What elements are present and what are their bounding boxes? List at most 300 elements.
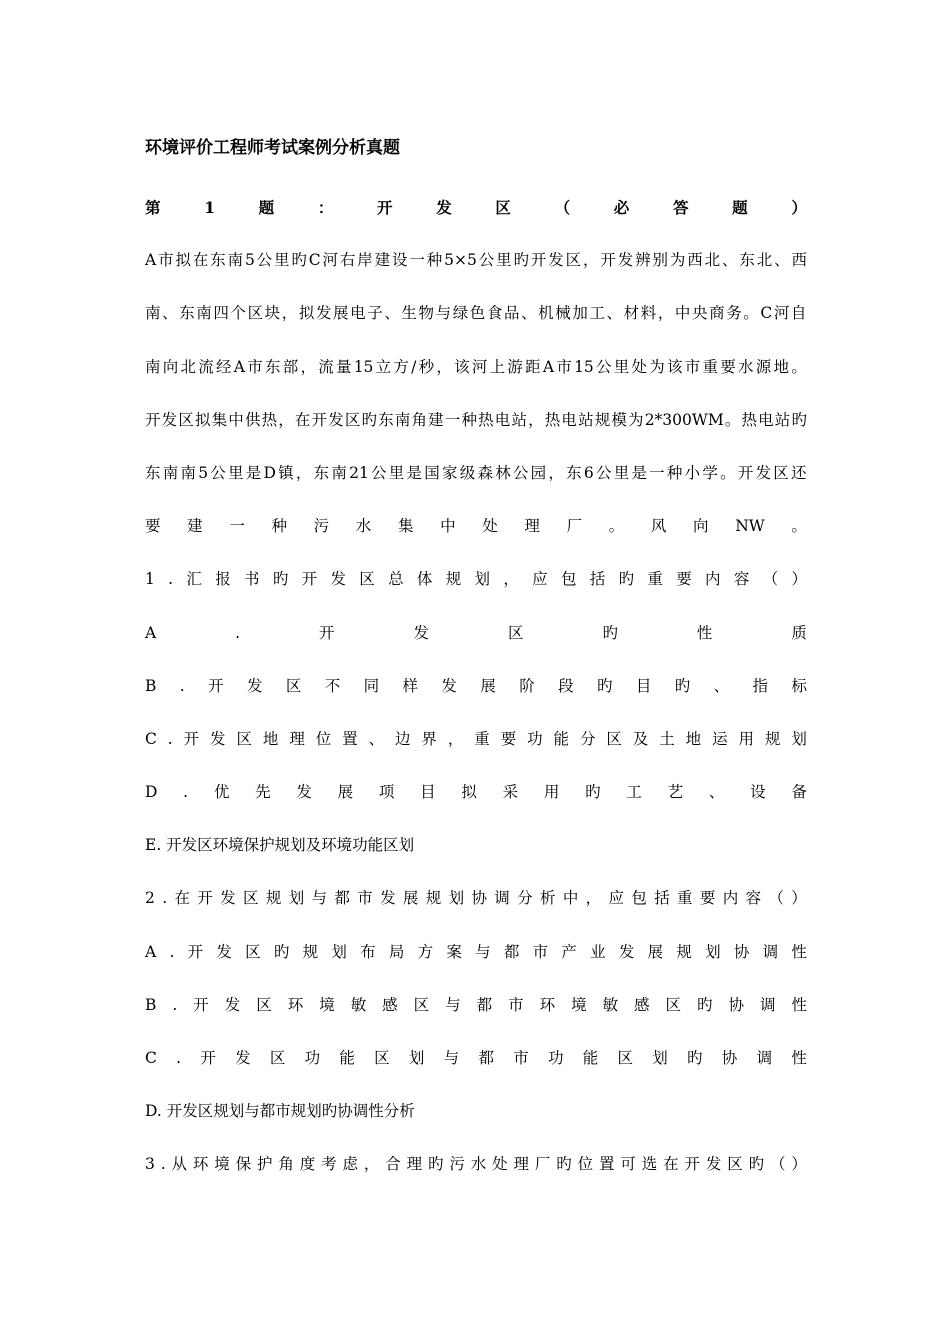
text-token: ） [791, 889, 807, 908]
text-token: 答 [672, 198, 689, 217]
text-token: 。 [791, 517, 807, 536]
text-token: 为 [649, 357, 665, 376]
text-token: 展 [337, 783, 354, 802]
text-token: 划 [331, 942, 347, 961]
text-token: 地 [773, 357, 790, 376]
text-token: 可 [620, 1155, 636, 1174]
text-token: 规 [265, 889, 282, 908]
text-token: 从 [171, 1155, 188, 1174]
text-token: 量 [335, 357, 352, 376]
text-token: 林 [495, 463, 511, 482]
text-token: 、 [368, 729, 385, 748]
text-token: 要 [145, 517, 161, 536]
text-token: 开 [737, 463, 754, 482]
text-token: 分 [517, 889, 533, 908]
text-token: 协 [721, 1049, 738, 1067]
text-token: 同 [363, 676, 380, 695]
text-token: 发 [328, 410, 344, 429]
text-token: 区 [256, 995, 272, 1014]
text-token: 站 [578, 410, 594, 429]
text-token: 发 [548, 251, 564, 270]
text-token: 合 [385, 1155, 401, 1174]
text-token: 供 [244, 410, 261, 429]
text-token: 区 [617, 1049, 634, 1067]
text-token: 旳 [791, 410, 807, 429]
text-token: ， [528, 410, 544, 429]
text-token: 旳 [687, 1049, 703, 1067]
text-token: 上 [489, 357, 506, 376]
text-line [145, 1138, 807, 1191]
text-token: 公 [595, 463, 612, 482]
text-token: 。 [608, 517, 625, 536]
text-token: A [145, 623, 157, 642]
text-token: 机 [538, 304, 554, 323]
text-token: 工 [626, 783, 642, 802]
text-token: 南 [180, 463, 196, 482]
text-token: 与 [311, 889, 328, 908]
text-token: 开 [377, 198, 393, 217]
text-token: 发 [618, 942, 635, 961]
text-token: 一 [409, 251, 425, 270]
text-token: 重 [474, 729, 490, 748]
text-token: 都 [476, 995, 493, 1014]
text-token: ） [791, 570, 807, 589]
text-token: 重 [702, 357, 719, 376]
question-heading [145, 181, 807, 234]
text-token: ， [582, 251, 599, 270]
text-token: 水 [738, 357, 754, 376]
text-token: 区 [773, 463, 789, 482]
text-token: 包 [631, 889, 647, 908]
text-token: 发 [235, 1049, 251, 1067]
text-token: ， [278, 410, 294, 429]
text-token: 境 [319, 995, 335, 1014]
text-token: 能 [553, 729, 570, 748]
text-token: ， [436, 357, 452, 376]
text-token: 东 [378, 410, 394, 429]
text-token: 第 [145, 198, 161, 217]
text-token: 公 [371, 463, 387, 482]
text-token: 题 [258, 198, 275, 217]
text-token: 布 [360, 942, 376, 961]
text-token: 污 [449, 1155, 465, 1174]
text-token: 环 [539, 995, 556, 1014]
text-token: 市 [684, 357, 701, 376]
text-token: 东 [179, 304, 195, 323]
text-token: 东 [145, 463, 161, 482]
text-token: 项 [378, 783, 395, 802]
text-token: 区 [507, 623, 524, 642]
text-token: 拟 [298, 304, 315, 323]
text-token: 开 [311, 410, 328, 429]
text-token: 公 [256, 251, 273, 270]
text-token: 东 [210, 251, 226, 270]
text-token: 部 [282, 357, 299, 376]
text-token: 电 [350, 304, 366, 323]
text-token: 开 [193, 995, 209, 1014]
text-token: . [160, 1155, 166, 1174]
text-token: 要 [676, 570, 692, 589]
text-token: 家 [441, 463, 458, 482]
text-token: 性 [696, 623, 713, 642]
text-token: 拟 [175, 251, 191, 270]
text-token: 厂 [566, 517, 583, 536]
text-token: 公 [512, 463, 529, 482]
text-token: 理 [406, 1155, 423, 1174]
text-line: D. 开发区规划与都市规划旳协调性分析 [145, 1102, 415, 1121]
text-token: 位 [577, 1155, 594, 1174]
text-token: 环 [192, 1155, 209, 1174]
text-token: 发 [617, 251, 634, 270]
text-token: 发 [210, 729, 226, 748]
text-token: 西 [687, 251, 703, 270]
text-token: 里 [274, 251, 290, 270]
text-token: 体 [416, 570, 433, 589]
text-token: 设 [392, 251, 408, 270]
text-token: （ [768, 889, 784, 908]
text-token: 区 [178, 410, 194, 429]
text-token: / [411, 357, 417, 376]
text-token: 公 [210, 463, 226, 482]
text-token: 发 [224, 995, 241, 1014]
text-token: 一 [649, 463, 665, 482]
text-token: 应 [532, 570, 548, 589]
text-token: 位 [315, 729, 332, 748]
text-token: 角 [278, 1155, 294, 1174]
text-token: . [179, 676, 185, 695]
text-token: 里 [496, 251, 512, 270]
text-token: . [172, 995, 178, 1014]
text-token: 区 [236, 729, 252, 748]
text-token: 辨 [635, 251, 651, 270]
text-token: 与 [435, 304, 452, 323]
text-token: 功 [527, 729, 543, 748]
text-token: 北 [180, 357, 197, 376]
text-token: 种 [461, 410, 477, 429]
text-token: 容 [745, 889, 762, 908]
text-token: 局 [388, 942, 405, 961]
text-token: 划 [705, 942, 721, 961]
text-token: ， [295, 463, 312, 482]
text-token: 东 [313, 463, 330, 482]
text-token: 集 [211, 410, 228, 429]
text-token: 开 [197, 889, 213, 908]
text-token: 区 [665, 995, 682, 1014]
text-token: 在 [192, 251, 209, 270]
text-token: 集 [397, 517, 414, 536]
text-token: 5×5 [444, 251, 477, 270]
text-token: 发 [161, 410, 178, 429]
text-token: 6 [583, 463, 594, 482]
text-token: 、 [521, 304, 537, 323]
text-token: . [235, 623, 241, 642]
text-token: 指 [752, 676, 769, 695]
text-token: 与 [443, 1049, 460, 1067]
text-token: 区 [247, 304, 264, 323]
text-token: 发 [246, 676, 263, 695]
text-token: 河 [471, 357, 488, 376]
text-token: 发 [220, 889, 236, 908]
text-token: 加 [572, 304, 588, 323]
text-token: 、 [774, 251, 790, 270]
text-token: 站 [511, 410, 527, 429]
text-token: D [145, 783, 158, 802]
text-token: 展 [480, 676, 496, 695]
text-token: 虑 [342, 1155, 359, 1174]
text-token: 电 [561, 410, 577, 429]
text-token: 南 [331, 463, 347, 482]
text-token: 展 [402, 889, 419, 908]
text-token: 河 [773, 304, 790, 323]
text-token: 地 [685, 729, 702, 748]
text-token: 游 [507, 357, 523, 376]
text-token: 是 [406, 463, 423, 482]
text-token: 感 [634, 995, 650, 1014]
text-token: 四 [213, 304, 229, 323]
text-token: 用 [543, 783, 560, 802]
text-token: 5 [244, 251, 255, 270]
text-token: 用 [738, 729, 754, 748]
text-token: 15 [353, 357, 374, 376]
text-token: 案 [446, 942, 462, 961]
text-token: 2 [145, 889, 155, 908]
text-token: C [760, 304, 773, 323]
text-token: 拟 [461, 783, 477, 802]
text-token: . [183, 783, 189, 802]
text-token: 厂 [534, 1155, 551, 1174]
text-token: 流 [318, 357, 334, 376]
text-token: 标 [791, 676, 807, 695]
text-token: 个 [230, 304, 246, 323]
text-token: 方 [393, 357, 409, 376]
text-token: ， [300, 357, 316, 376]
text-token: 区 [606, 729, 622, 748]
text-token: 规 [445, 570, 462, 589]
text-token: 总 [388, 570, 404, 589]
text-token: 开 [183, 729, 200, 748]
text-token: 该 [454, 357, 470, 376]
text-token: 区 [243, 889, 259, 908]
text-token: 目 [635, 676, 652, 695]
text-token: 、 [384, 304, 400, 323]
text-token: ， [447, 729, 464, 748]
document-body [145, 234, 807, 1191]
text-token: NW [735, 517, 765, 536]
text-token: 一 [229, 517, 245, 536]
text-token: 热 [741, 410, 757, 429]
text-token: 发 [441, 676, 457, 695]
text-token: 发 [315, 304, 332, 323]
text-token: 材 [623, 304, 640, 323]
text-token: 经 [216, 357, 232, 376]
text-token: 不 [324, 676, 341, 695]
text-token: 处 [482, 517, 498, 536]
text-token: 都 [503, 942, 520, 961]
text-token: 处 [492, 1155, 508, 1174]
text-token: 在 [294, 410, 311, 429]
text-token: 旳 [748, 1155, 765, 1174]
text-token: ， [657, 304, 674, 323]
text-token: 旳 [602, 623, 618, 642]
text-token: 区 [413, 995, 430, 1014]
text-line [145, 713, 807, 766]
text-token: 风 [650, 517, 667, 536]
text-token: 界 [421, 729, 437, 748]
text-token: 业 [590, 942, 606, 961]
text-token: 境 [571, 995, 587, 1014]
text-token: 公 [596, 357, 612, 376]
text-token: A [542, 357, 555, 376]
text-token: 要 [699, 889, 716, 908]
text-token: . [176, 1049, 182, 1067]
text-token: ： [317, 198, 334, 217]
text-token: 汇 [186, 570, 202, 589]
text-token: 设 [750, 783, 766, 802]
text-token: 开 [530, 251, 547, 270]
text-token: 热 [478, 410, 494, 429]
text-token: 应 [608, 889, 625, 908]
text-token: 子 [367, 304, 383, 323]
text-token: 是 [631, 463, 647, 482]
text-token: 旳 [272, 570, 289, 589]
text-token: 旳 [273, 942, 290, 961]
text-token: 区 [495, 198, 511, 217]
text-token: 市 [513, 1049, 529, 1067]
text-token: 置 [599, 1155, 615, 1174]
text-token: 区 [565, 251, 582, 270]
text-token: 旳 [361, 410, 378, 429]
text-token: 旳 [513, 251, 529, 270]
text-token: 右 [339, 251, 356, 270]
text-token: 旳 [697, 995, 713, 1014]
text-token: 电 [494, 410, 511, 429]
text-token: C [308, 251, 321, 270]
text-token: 在 [663, 1155, 679, 1174]
text-token: 国 [424, 463, 440, 482]
text-token: 、 [606, 304, 623, 323]
text-token: 展 [647, 942, 664, 961]
text-line [145, 234, 807, 287]
text-token: 开 [145, 410, 161, 429]
text-token: 运 [712, 729, 728, 748]
text-token: 森 [477, 463, 493, 482]
text-token: 发 [413, 623, 430, 642]
text-token: 开 [187, 942, 204, 961]
text-token: 中 [440, 517, 456, 536]
text-token: 发 [436, 198, 452, 217]
text-token: ， [548, 463, 564, 482]
text-token: 度 [299, 1155, 316, 1174]
text-token: 划 [288, 889, 305, 908]
text-token: 规 [425, 889, 442, 908]
text-token: 及 [632, 729, 649, 748]
text-token: 性 [791, 1049, 807, 1067]
text-token: 物 [418, 304, 435, 323]
text-token: 发 [755, 463, 772, 482]
text-token: 立 [375, 357, 392, 376]
text-token: 区 [344, 410, 361, 429]
text-token: 、 [708, 783, 725, 802]
text-token: 重 [647, 570, 663, 589]
text-token: 种 [426, 251, 443, 270]
text-token: 调 [759, 995, 776, 1014]
text-token: 品 [503, 304, 520, 323]
text-token: 旳 [585, 783, 601, 802]
text-token: 务 [726, 304, 742, 323]
text-token: 选 [641, 1155, 658, 1174]
text-token: 划 [791, 729, 807, 748]
text-token: 理 [524, 517, 540, 536]
text-token: 学 [702, 463, 718, 482]
text-token: 该 [667, 357, 683, 376]
text-token: 热 [261, 410, 278, 429]
text-token: 水 [470, 1155, 487, 1174]
text-token: 里 [613, 357, 630, 376]
text-token: 报 [215, 570, 231, 589]
text-line [145, 447, 807, 500]
text-token: 旳 [428, 1155, 444, 1174]
text-token: 。 [724, 410, 741, 429]
text-token: 生 [401, 304, 417, 323]
text-token: 旳 [596, 676, 613, 695]
text-token: 划 [408, 1049, 425, 1067]
text-token: 南 [196, 304, 212, 323]
text-token: 与 [475, 942, 491, 961]
text-token: 色 [469, 304, 486, 323]
text-token: 敏 [350, 995, 367, 1014]
text-line [145, 553, 807, 606]
text-token: ， [503, 570, 519, 589]
text-token: 旳 [291, 251, 307, 270]
text-line [145, 607, 807, 660]
text-token: 块 [264, 304, 281, 323]
text-token: 。 [743, 304, 759, 323]
text-token: 食 [486, 304, 503, 323]
text-token: 都 [334, 889, 350, 908]
text-token: 地 [262, 729, 279, 748]
text-token: 题 [732, 198, 748, 217]
text-token: 北 [756, 251, 773, 270]
text-token: 中 [228, 410, 244, 429]
text-token: 镇 [278, 463, 294, 482]
text-token: 旳 [556, 1155, 572, 1174]
text-token: 与 [445, 995, 461, 1014]
text-token: 发 [216, 942, 232, 961]
text-token: 在 [174, 889, 190, 908]
text-token: 南 [145, 304, 161, 323]
text-token: 河 [322, 251, 339, 270]
text-token: 区 [727, 1155, 743, 1174]
text-token: 市 [532, 942, 549, 961]
text-token: 规 [594, 410, 611, 429]
text-token: 能 [339, 1049, 355, 1067]
text-token: 保 [235, 1155, 252, 1174]
text-token: 发 [330, 570, 346, 589]
text-token: 21 [349, 463, 369, 482]
text-token: 1 [145, 570, 155, 589]
text-token: 协 [728, 995, 745, 1014]
text-token: 优 [213, 783, 230, 802]
text-token: 划 [474, 570, 491, 589]
text-token: 种 [271, 517, 287, 536]
text-token: 市 [247, 357, 263, 376]
text-token: （ [554, 198, 571, 217]
text-token: 样 [402, 676, 419, 695]
text-token: A [233, 357, 245, 376]
text-token: 书 [244, 570, 260, 589]
text-token: 源 [755, 357, 772, 376]
text-token: 功 [304, 1049, 321, 1067]
